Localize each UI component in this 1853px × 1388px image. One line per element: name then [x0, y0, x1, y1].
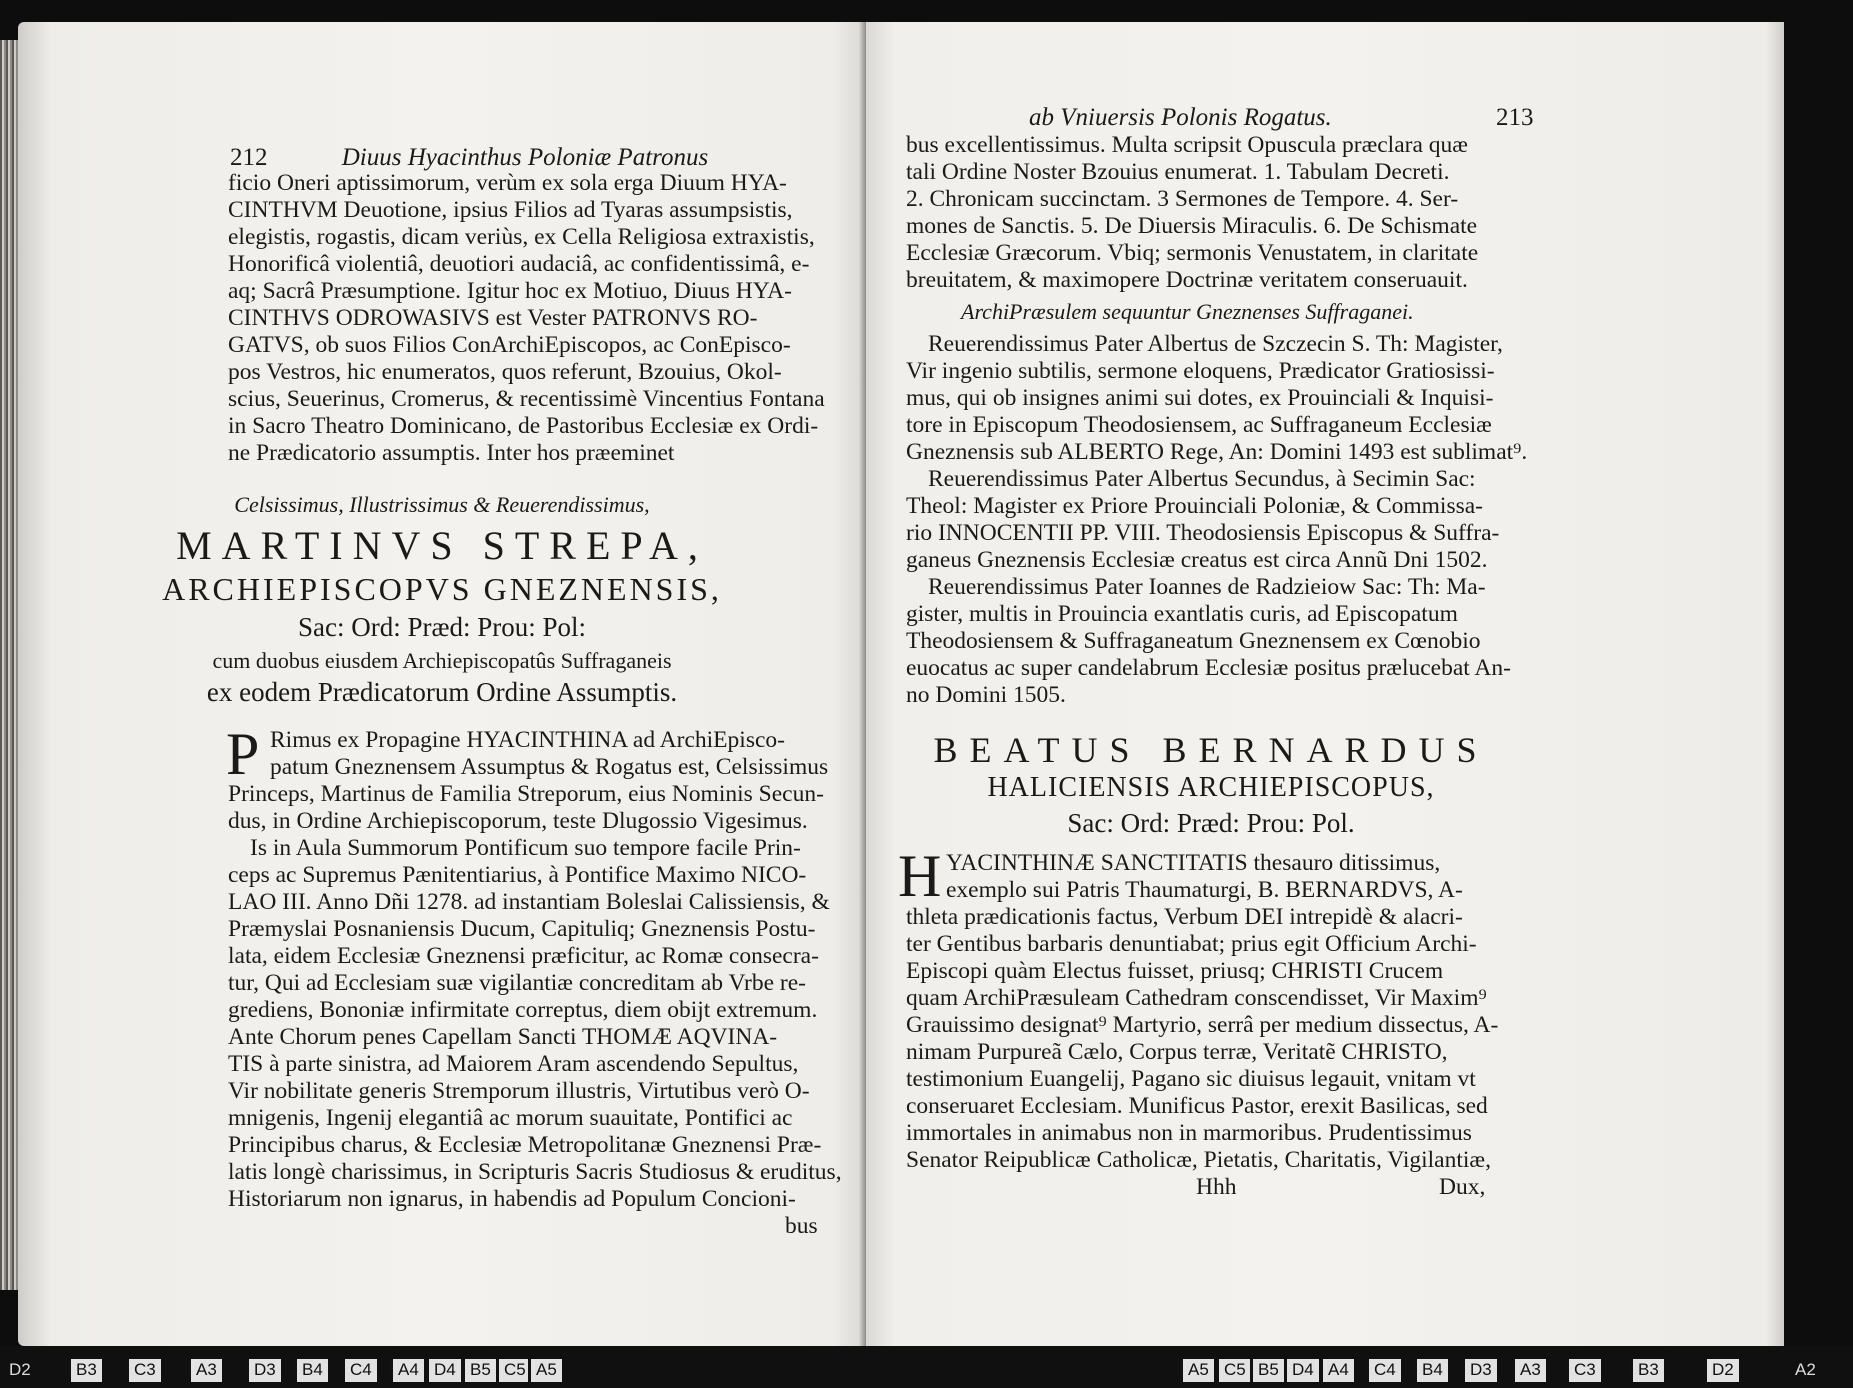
tape-label: D2: [9, 1360, 31, 1379]
text-line: Reuerendissimus Pater Albertus de Szczecin S. Th: Magister,: [928, 331, 1503, 357]
tape-label: B3: [1630, 1359, 1664, 1382]
text-line: tur, Qui ad Ecclesiam suæ vigilantiæ concreditam ab Vrbe re-: [228, 970, 807, 996]
heading-name: BEATUS BERNARDUS: [933, 730, 1489, 770]
text-line: YACINTHINÆ SANCTITATIS thesauro ditissimus,: [946, 850, 1441, 876]
text-line: ficio Oneri aptissimorum, verùm ex sola erga Diuum HYA-: [228, 170, 787, 196]
heading-subtitle: cum duobus eiusdem Archiepiscopatûs Suffraganeis: [212, 648, 672, 673]
tape-label: C3: [126, 1359, 161, 1382]
text-line: Gneznensis sub ALBERTO Rege, An: Domini 1493 est sublimat⁹.: [906, 439, 1528, 465]
tape-label: C3: [1566, 1359, 1601, 1382]
text-line: euocatus ac super candelabrum Ecclesiæ positus prælucebat An-: [906, 655, 1511, 681]
text-line: Ante Chorum penes Capellam Sancti THOMÆ AQVINA-: [228, 1024, 778, 1050]
tape-label: A2: [1795, 1360, 1816, 1379]
heading-office: HALICIENSIS ARCHIEPISCOPUS,: [987, 772, 1435, 803]
tape-label: A3: [1512, 1359, 1546, 1382]
tape-label: A4: [390, 1359, 424, 1382]
right-page-number: 213: [1496, 104, 1534, 131]
text-line: testimonium Euangelij, Pagano sic diuisus legauit, vnitam vt: [906, 1066, 1476, 1092]
text-line: Reuerendissimus Pater Albertus Secundus, à Secimin Sac:: [928, 466, 1476, 492]
heading-titles: Celsissimus, Illustrissimus & Reuerendissimus,: [234, 492, 650, 517]
text-line: Vir nobilitate generis Stremporum illustris, Virtutibus verò O-: [228, 1078, 810, 1104]
tape-label: D4: [426, 1359, 461, 1382]
tape-label: B4: [294, 1359, 328, 1382]
right-running-title: ab Vniuersis Polonis Rogatus.: [1029, 104, 1332, 131]
text-line: tore in Episcopum Theodosiensem, ac Suffraganeum Ecclesiæ: [906, 412, 1492, 438]
text-line: Historiarum non ignarus, in habendis ad Populum Concioni-: [228, 1186, 796, 1212]
text-line: rio INNOCENTII PP. VIII. Theodosiensis Episcopus & Suffra-: [906, 520, 1500, 546]
text-line: scius, Seuerinus, Cromerus, & recentissimè Vincentius Fontana: [228, 386, 825, 412]
text-line: breuitatem, & maximopere Doctrinæ veritatem conseruauit.: [906, 267, 1468, 293]
text-line: no Domini 1505.: [906, 682, 1066, 708]
left-page-number: 212: [230, 144, 268, 171]
text-line: aq; Sacrâ Præsumptione. Igitur hoc ex Motiuo, Diuus HYA-: [228, 278, 792, 304]
text-line: quam ArchiPræsuleam Cathedram conscendisset, Vir Maxim⁹: [906, 985, 1487, 1011]
text-line: Grauissimo designat⁹ Martyrio, serrâ per medium dissectus, A-: [906, 1012, 1499, 1038]
text-line: Rimus ex Propagine HYACINTHINA ad ArchiEpisco-: [270, 727, 785, 753]
bottom-tape: [0, 1346, 1853, 1388]
tape-label: D3: [1462, 1359, 1497, 1382]
heading-order: Sac: Ord: Præd: Prou: Pol:: [297, 612, 587, 642]
tape-label: B3: [68, 1359, 102, 1382]
text-line: thleta prædicationis factus, Verbum DEI intrepidè & alacri-: [906, 904, 1463, 930]
tape-label: C4: [1366, 1359, 1401, 1382]
heading-order: Sac: Ord: Præd: Prou: Pol.: [1067, 808, 1355, 838]
text-line: 2. Chronicam succinctam. 3 Sermones de Tempore. 4. Ser-: [906, 186, 1459, 212]
tape-label: C5: [496, 1359, 531, 1382]
text-line: TIS à parte sinistra, ad Maiorem Aram ascendendo Sepultus,: [228, 1051, 799, 1077]
text-line: dus, in Ordine Archiepiscoporum, teste Dlugossio Vigesimus.: [228, 808, 808, 834]
text-line: latis longè charissimus, in Scripturis Sacris Studiosus & eruditus,: [228, 1159, 842, 1185]
text-line: Principibus charus, & Ecclesiæ Metropolitanæ Gneznensi Præ-: [228, 1132, 822, 1158]
left-running-head: [230, 144, 708, 172]
tape-label: B5: [462, 1359, 496, 1382]
tape-label: D3: [246, 1359, 281, 1382]
text-line: ter Gentibus barbaris denuntiabat; prius egit Officium Archi-: [906, 931, 1477, 957]
tape-label: A4: [1320, 1359, 1354, 1382]
tape-label: A5: [1180, 1359, 1214, 1382]
text-line: grediens, Bononiæ infirmitate correptus, diem obijt extremum.: [228, 997, 818, 1023]
text-line: bus excellentissimus. Multa scripsit Opuscula præclara quæ: [906, 132, 1468, 158]
text-line: Ecclesiæ Græcorum. Vbiq; sermonis Venustatem, in claritate: [906, 240, 1479, 266]
drop-cap: P: [226, 721, 260, 787]
text-line: Is in Aula Summorum Pontificum suo tempore facile Prin-: [250, 835, 801, 861]
text-line: Senator Reipublicæ Catholicæ, Pietatis, Charitatis, Vigilantiæ,: [906, 1147, 1491, 1173]
text-line: gister, multis in Prouincia exantlatis curis, ad Episcopatum: [906, 601, 1458, 627]
text-line: Theodosiensem & Suffraganeatum Gneznensem ex Cœnobio: [906, 628, 1481, 654]
tape-label: A5: [528, 1359, 562, 1382]
right-page: [866, 22, 1784, 1346]
text-line: Episcopi quàm Electus fuisset, priusq; CHRISTI Crucem: [906, 958, 1444, 984]
tape-label: C5: [1216, 1359, 1251, 1382]
catchword: bus: [785, 1213, 818, 1239]
text-line: GATVS, ob suos Filios ConArchiEpiscopos, ac ConEpisco-: [228, 332, 791, 358]
text-line: lata, eidem Ecclesiæ Gneznensi præficitur, ac Romæ consecra-: [228, 943, 819, 969]
left-running-title: Diuus Hyacinthus Poloniæ Patronus: [341, 144, 709, 171]
text-line: CINTHVM Deuotione, ipsius Filios ad Tyaras assumpsistis,: [228, 197, 793, 223]
text-line: ceps ac Supremus Pænitentiarius, à Pontifice Maximo NICO-: [228, 862, 807, 888]
catchword: Dux,: [1439, 1174, 1486, 1200]
text-line: Vir ingenio subtilis, sermone eloquens, Prædicator Gratiosissi-: [906, 358, 1495, 384]
text-line: CINTHVS ODROWASIVS est Vester PATRONVS RO-: [228, 305, 758, 331]
text-line: Præmyslai Posnaniensis Ducum, Capituliq; Gneznensis Postu-: [228, 916, 816, 942]
text-line: Reuerendissimus Pater Ioannes de Radzieiow Sac: Th: Ma-: [928, 574, 1486, 600]
text-line: mnigenis, Ingenij elegantiâ ac morum suauitate, Pontifici ac: [228, 1105, 793, 1131]
text-line: elegistis, rogastis, dicam veriùs, ex Cella Religiosa extraxistis,: [228, 224, 815, 250]
signature-mark: Hhh: [1196, 1174, 1237, 1200]
text-line: nimam Purpureã Cælo, Corpus terræ, Veritatẽ CHRISTO,: [906, 1039, 1448, 1065]
left-page: [18, 22, 866, 1346]
text-line: mones de Sanctis. 5. De Diuersis Miraculis. 6. De Schismate: [906, 213, 1478, 239]
text-line: Honorificâ violentiâ, deuotiori audaciâ, ac confidentissimâ, e-: [228, 251, 810, 277]
text-line: exemplo sui Patris Thaumaturgi, B. BERNARDVS, A-: [946, 877, 1463, 903]
text-line: LAO III. Anno Dñi 1278. ad instantiam Boleslai Calissiensis, &: [228, 889, 830, 915]
tape-label: C4: [342, 1359, 377, 1382]
text-line: Theol: Magister ex Priore Prouinciali Poloniæ, & Commissa-: [906, 493, 1484, 519]
text-line: Princeps, Martinus de Familia Streporum, eius Nominis Secun-: [228, 781, 824, 807]
tape-label: B5: [1250, 1359, 1284, 1382]
text-line: pos Vestros, hic enumeratos, quos referunt, Bzouius, Okol-: [228, 359, 782, 385]
heading-office: ARCHIEPISCOPVS GNEZNENSIS,: [162, 571, 722, 607]
drop-cap: H: [898, 843, 942, 909]
text-line: conseruaret Ecclesiam. Munificus Pastor, erexit Basilicas, sed: [906, 1093, 1488, 1119]
text-line: in Sacro Theatro Dominicano, de Pastoribus Ecclesiæ ex Ordi-: [228, 413, 819, 439]
tape-label: B4: [1414, 1359, 1448, 1382]
heading-subtitle-2: ex eodem Prædicatorum Ordine Assumptis.: [206, 677, 678, 707]
tape-label: D4: [1284, 1359, 1319, 1382]
tape-label: A3: [188, 1359, 222, 1382]
tape-label: D2: [1704, 1359, 1739, 1382]
text-line: patum Gneznensem Assumptus & Rogatus est, Celsissimus: [270, 754, 829, 780]
text-line: mus, qui ob insignes animi sui dotes, ex Prouinciali & Inquisi-: [906, 385, 1494, 411]
text-line: ne Prædicatorio assumptis. Inter hos præeminet: [228, 440, 675, 466]
text-line: ganeus Gneznensis Ecclesiæ creatus est circa Annũ Dni 1502.: [906, 547, 1488, 573]
text-line: tali Ordine Noster Bzouius enumerat. 1. Tabulam Decreti.: [906, 159, 1450, 185]
subheading: ArchiPræsulem sequuntur Gneznenses Suffraganei.: [961, 299, 1414, 324]
text-line: immortales in animabus non in marmoribus. Prudentissimus: [906, 1120, 1472, 1146]
heading-name: MARTINVS STREPA,: [176, 523, 708, 568]
